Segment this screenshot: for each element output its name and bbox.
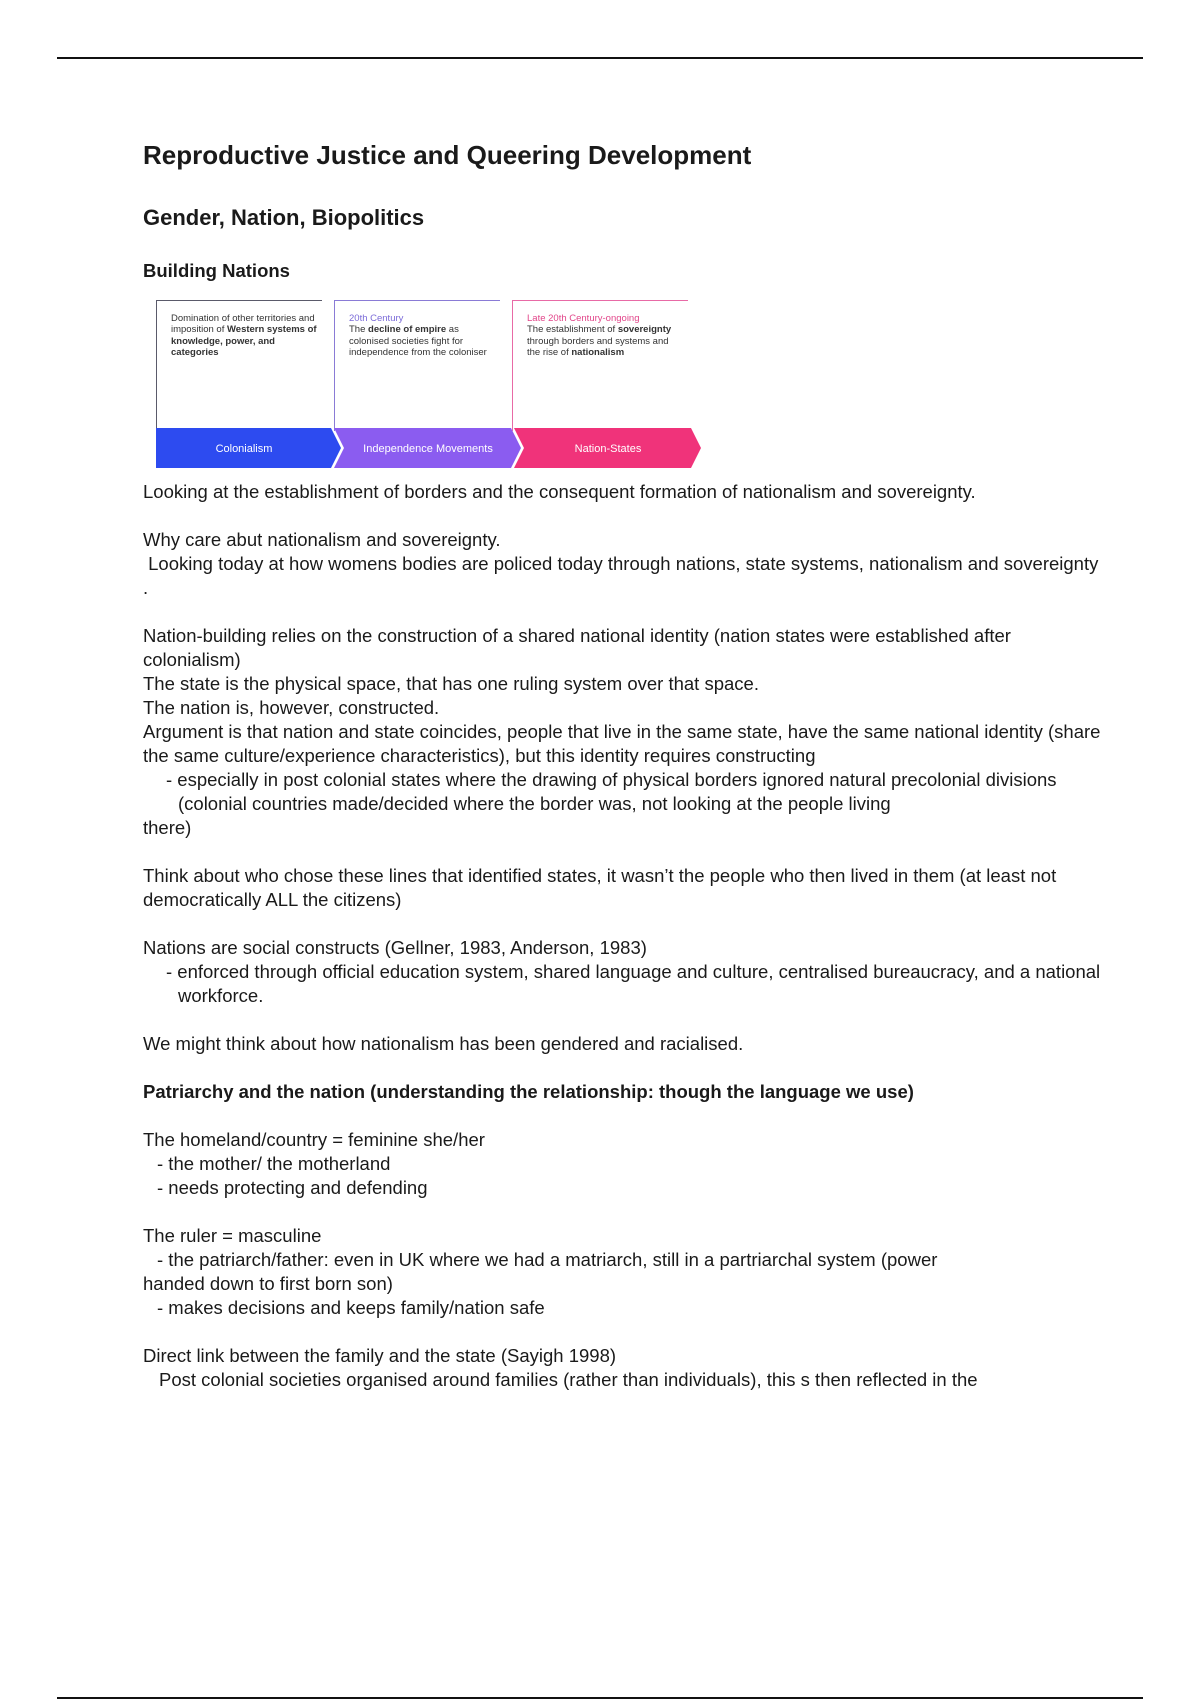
bullet-item: - needs protecting and defending: [157, 1176, 428, 1198]
paragraph: The homeland/country = feminine she/her: [143, 1128, 485, 1150]
paragraph: handed down to first born son): [143, 1272, 393, 1294]
page-title: Reproductive Justice and Queering Development: [143, 140, 752, 170]
bullet-item: - the patriarch/father: even in UK where we had a matriarch, still in a partriarchal system (power: [157, 1248, 938, 1270]
section-heading-patriarchy: Patriarchy and the nation (understanding the relationship: though the language we use): [143, 1080, 914, 1102]
page-subtitle: Gender, Nation, Biopolitics: [143, 205, 425, 231]
bullet-item: - enforced through official education system, shared language and culture, centralised bureaucracy, and a national workforce.: [166, 960, 1101, 1006]
paragraph: The nation is, however, constructed.: [143, 696, 440, 718]
document-body: [143, 140, 1103, 1392]
top-rule: [57, 57, 1143, 59]
era-label: Late 20th Century-ongoing: [527, 312, 640, 324]
bottom-rule: [57, 1697, 1143, 1699]
paragraph: Looking at the establishment of borders and the consequent formation of nationalism and sovereignty.: [143, 480, 976, 502]
label-colonialism: Colonialism: [215, 442, 273, 455]
timeline-diagram: [148, 300, 708, 470]
paragraph: Why care abut nationalism and sovereignty.: [143, 528, 501, 550]
paragraph: The state is the physical space, that has one ruling system over that space.: [143, 672, 759, 694]
bullet-item: - the mother/ the motherland: [157, 1152, 391, 1174]
paragraph: Think about who chose these lines that identified states, it wasn’t the people who then lived in them (at least not democratically ALL the citizens): [143, 864, 1057, 910]
era-label: 20th Century: [349, 312, 404, 324]
label-independence: Independence Movements: [363, 442, 493, 455]
bullet-item: - especially in post colonial states where the drawing of physical borders ignored natural precolonial divisions (colonial countries made/decided where the border was, not looking at the people living: [166, 768, 1057, 814]
paragraph: Argument is that nation and state coincides, people that live in the same state, have the same national identity (share the same culture/experience characteristics), but this identity requires constructing: [143, 720, 1101, 766]
timeline-column-colonialism: Domination of other territories and imposition of Western systems of knowledge, power, and categories: [156, 300, 322, 431]
timeline-arrow-bar: [156, 426, 701, 470]
paragraph: Looking today at how womens bodies are policed today through nations, state systems, nationalism and sovereignty .: [143, 552, 1104, 598]
section-heading-building-nations: Building Nations: [143, 259, 290, 281]
timeline-column-independence: 20th Century The decline of empire as colonised societies fight for independence from the coloniser: [334, 300, 500, 431]
paragraph: We might think about how nationalism has been gendered and racialised.: [143, 1032, 744, 1054]
paragraph: Nations are social constructs (Gellner, 1983, Anderson, 1983): [143, 936, 647, 958]
label-nation-states: Nation-States: [574, 442, 642, 455]
timeline-column-nation-states: Late 20th Century-ongoing The establishment of sovereignty through borders and systems and the rise of nationalism: [512, 300, 688, 431]
paragraph: there): [143, 816, 192, 838]
paragraph: The ruler = masculine: [143, 1224, 322, 1246]
paragraph: Direct link between the family and the state (Sayigh 1998): [143, 1344, 617, 1366]
paragraph: Post colonial societies organised around families (rather than individuals), this s then reflected in the: [159, 1368, 978, 1390]
paragraph: Nation-building relies on the construction of a shared national identity (nation states were established after colonialism): [143, 624, 1011, 670]
bullet-item: - makes decisions and keeps family/nation safe: [157, 1296, 545, 1318]
